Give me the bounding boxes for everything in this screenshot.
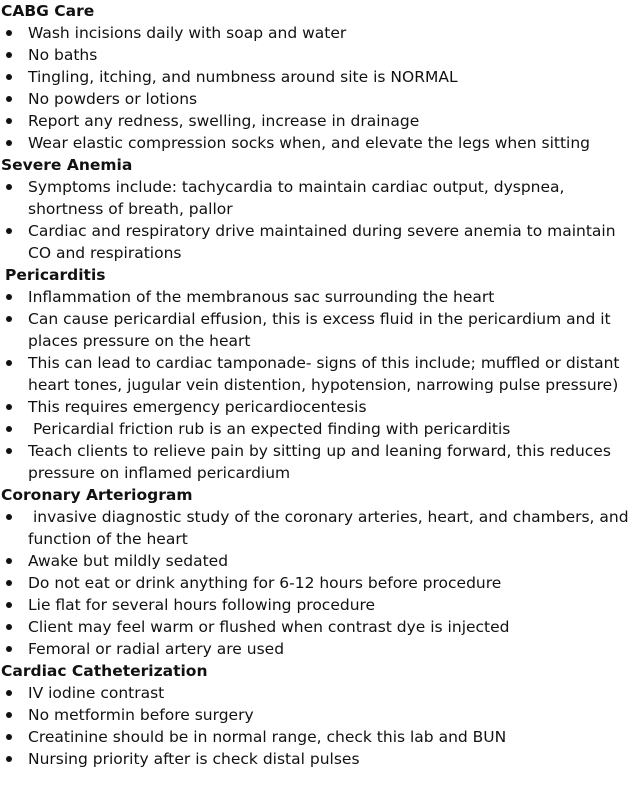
list-item: No baths [0, 44, 638, 66]
bullet-icon [6, 558, 12, 564]
list-item: Client may feel warm or flushed when contrast dye is injected [0, 616, 638, 638]
bullet-list [0, 286, 638, 484]
section-heading: Severe Anemia [1, 156, 133, 174]
section-cabg-care [0, 0, 638, 154]
bullet-icon [6, 712, 12, 718]
list-item: Lie flat for several hours following procedure [0, 594, 638, 616]
section-pericarditis [0, 264, 638, 484]
bullet-icon [6, 514, 12, 520]
bullet-list [0, 176, 638, 264]
list-item: Creatinine should be in normal range, check this lab and BUN [0, 726, 638, 748]
list-item: Nursing priority after is check distal pulses [0, 748, 638, 770]
bullet-icon [6, 30, 12, 36]
bullet-list [0, 682, 638, 770]
list-item: Symptoms include: tachycardia to maintain cardiac output, dyspnea, shortness of breath, pallor [0, 176, 638, 220]
bullet-icon [6, 734, 12, 740]
list-item: invasive diagnostic study of the coronary arteries, heart, and chambers, and function of the heart [0, 506, 638, 550]
list-item: Inflammation of the membranous sac surrounding the heart [0, 286, 638, 308]
bullet-icon [6, 448, 12, 454]
bullet-icon [6, 140, 12, 146]
bullet-icon [6, 756, 12, 762]
section-heading: Coronary Arteriogram [1, 486, 193, 504]
bullet-icon [6, 228, 12, 234]
section-heading: Cardiac Catheterization [1, 662, 208, 680]
list-item: This requires emergency pericardiocentesis [0, 396, 638, 418]
bullet-icon [6, 52, 12, 58]
list-item: Femoral or radial artery are used [0, 638, 638, 660]
bullet-icon [6, 316, 12, 322]
bullet-icon [6, 646, 12, 652]
bullet-icon [6, 404, 12, 410]
list-item: Awake but mildly sedated [0, 550, 638, 572]
bullet-icon [6, 74, 12, 80]
bullet-icon [6, 426, 12, 432]
bullet-icon [6, 624, 12, 630]
list-item: No powders or lotions [0, 88, 638, 110]
list-item: Can cause pericardial effusion, this is excess fluid in the pericardium and it places pressure on the heart [0, 308, 638, 352]
list-item: Teach clients to relieve pain by sitting up and leaning forward, this reduces pressure on inflamed pericardium [0, 440, 638, 484]
bullet-icon [6, 580, 12, 586]
list-item: IV iodine contrast [0, 682, 638, 704]
section-heading: CABG Care [1, 2, 95, 20]
bullet-icon [6, 602, 12, 608]
list-item: This can lead to cardiac tamponade- signs of this include; muffled or distant heart tones, jugular vein distention, hypotension, narrowing pulse pressure) [0, 352, 638, 396]
bullet-list [0, 506, 638, 660]
bullet-icon [6, 184, 12, 190]
section-cardiac-catheterization [0, 660, 638, 770]
bullet-list [0, 22, 638, 154]
list-item: Do not eat or drink anything for 6-12 hours before procedure [0, 572, 638, 594]
list-item: Pericardial friction rub is an expected finding with pericarditis [0, 418, 638, 440]
section-severe-anemia [0, 154, 638, 264]
list-item: Wear elastic compression socks when, and elevate the legs when sitting [0, 132, 638, 154]
bullet-icon [6, 96, 12, 102]
list-item: Report any redness, swelling, increase in drainage [0, 110, 638, 132]
list-item: Wash incisions daily with soap and water [0, 22, 638, 44]
section-coronary-arteriogram [0, 484, 638, 660]
list-item: Cardiac and respiratory drive maintained during severe anemia to maintain CO and respirations [0, 220, 638, 264]
list-item: No metformin before surgery [0, 704, 638, 726]
section-heading: Pericarditis [5, 266, 106, 284]
list-item: Tingling, itching, and numbness around site is NORMAL [0, 66, 638, 88]
bullet-icon [6, 690, 12, 696]
bullet-icon [6, 360, 12, 366]
bullet-icon [6, 294, 12, 300]
bullet-icon [6, 118, 12, 124]
